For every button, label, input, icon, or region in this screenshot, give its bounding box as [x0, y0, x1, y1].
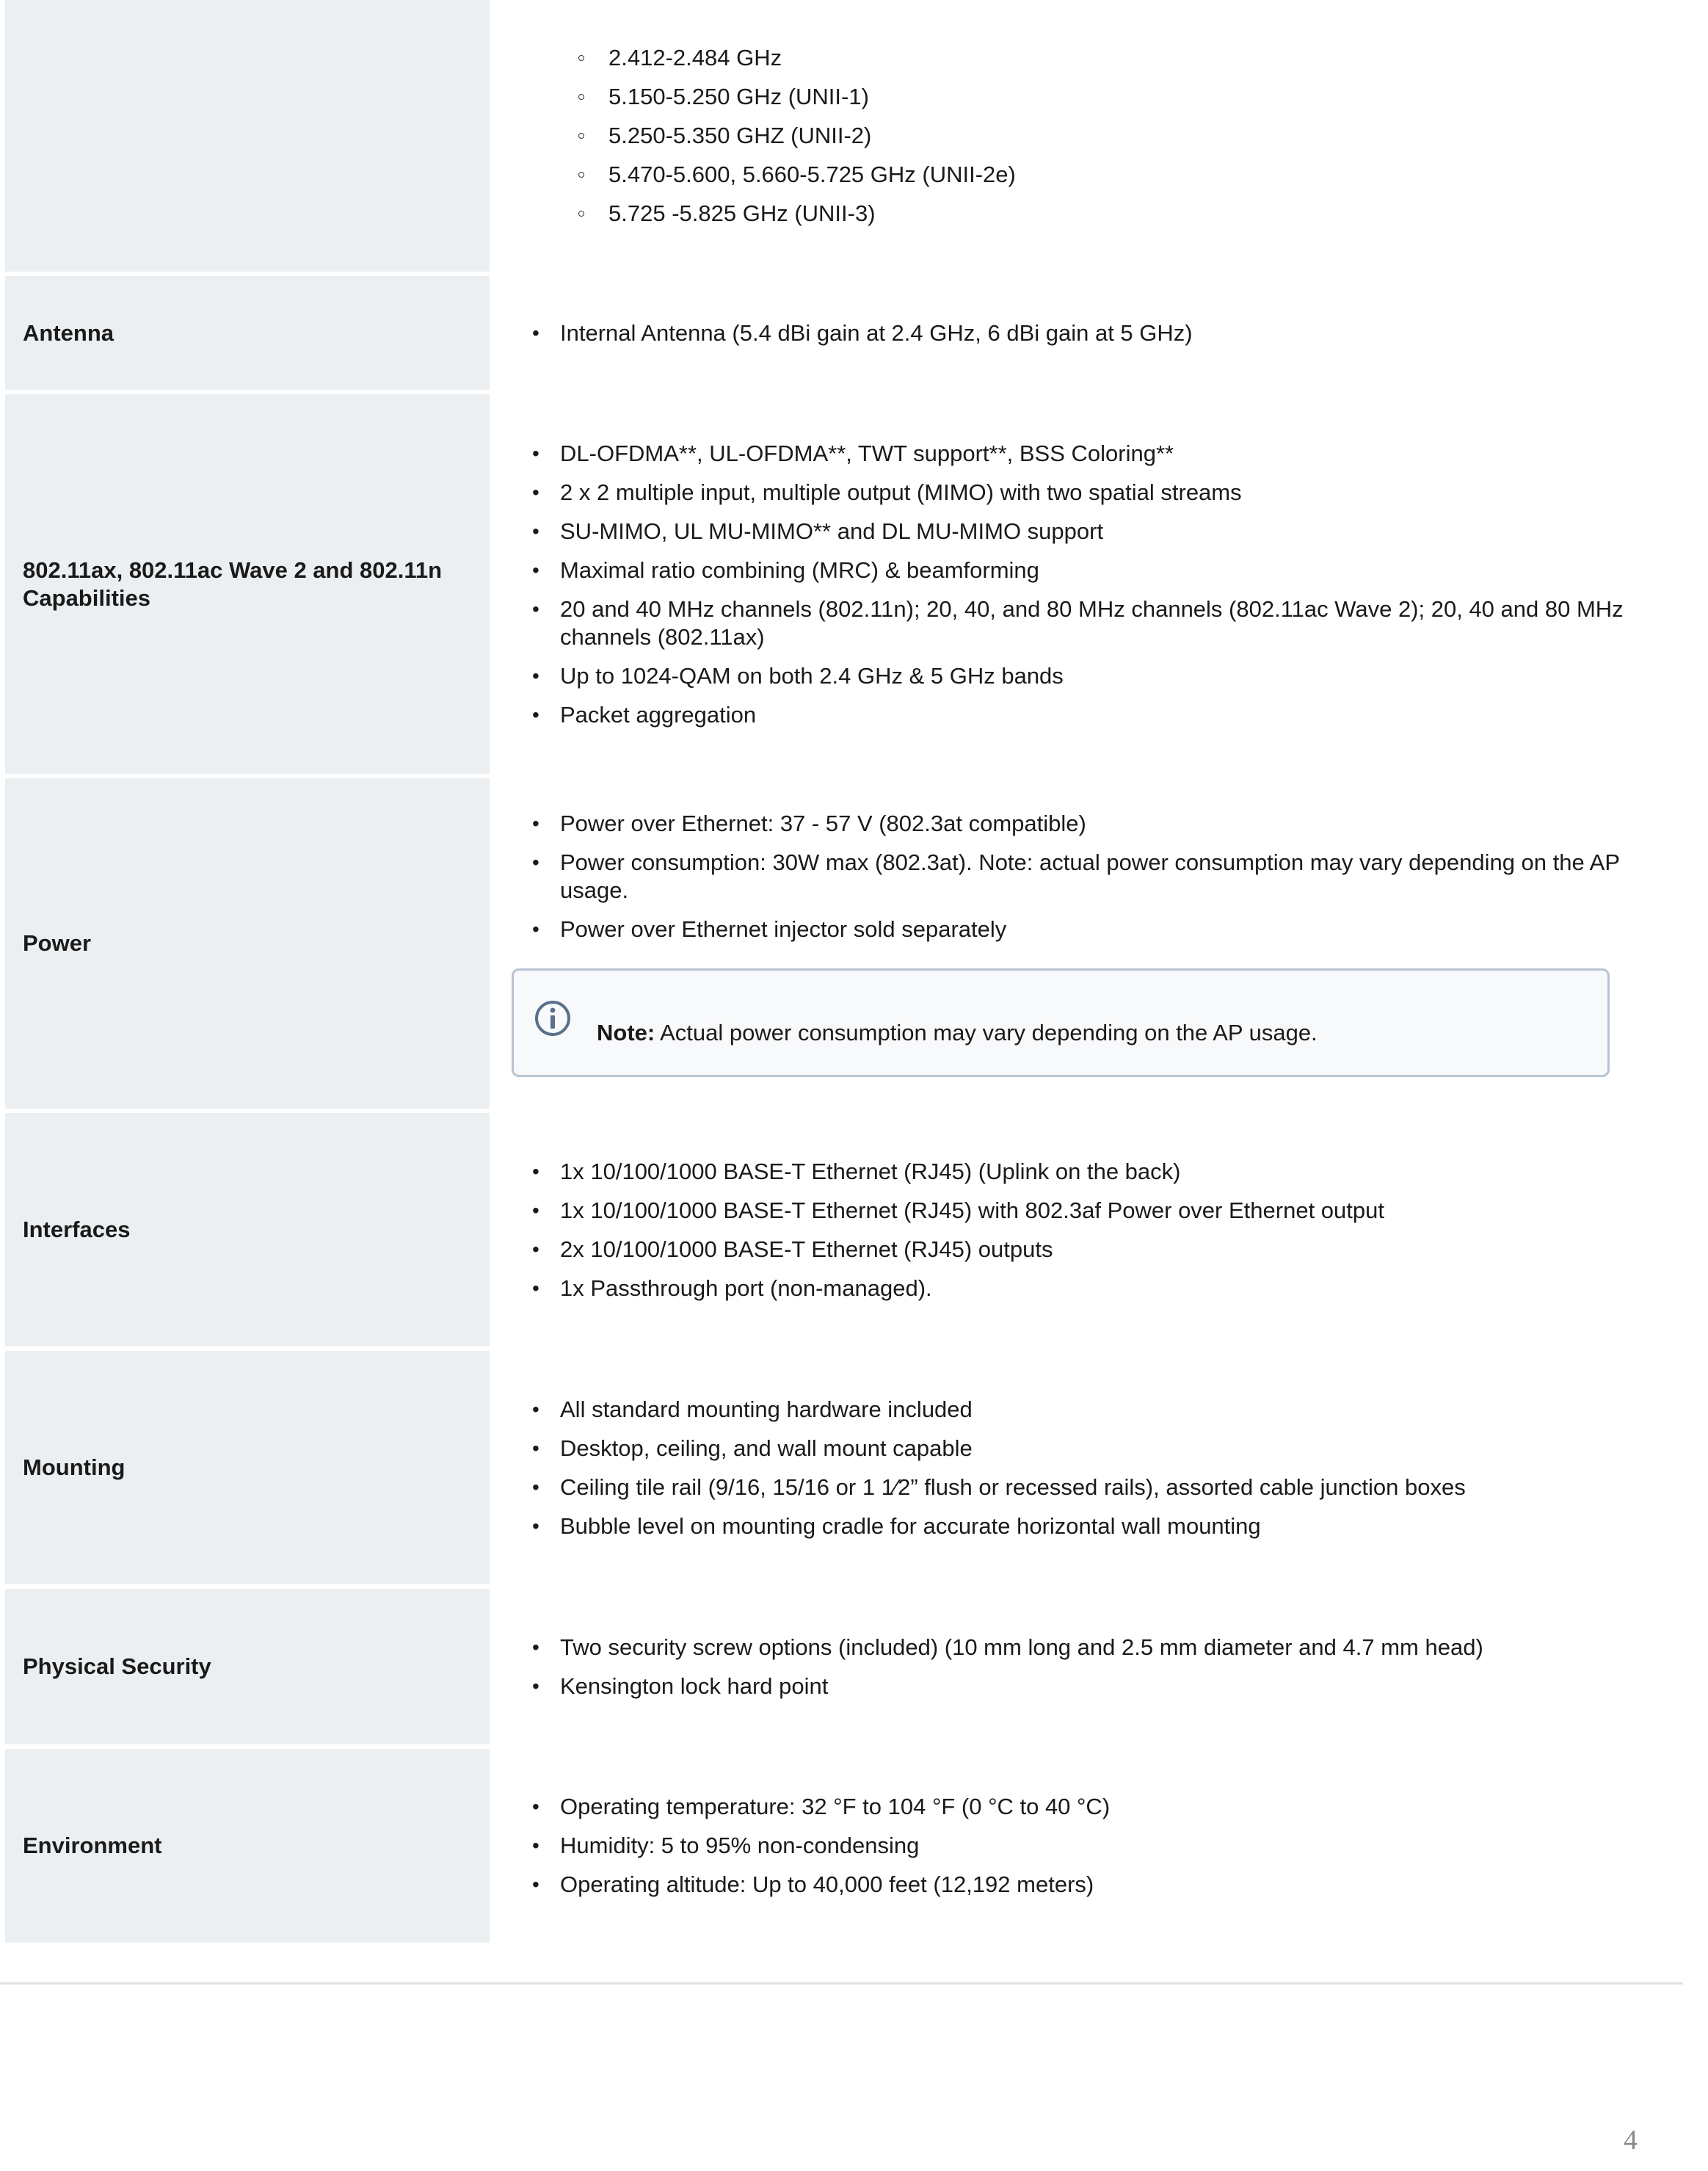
spec-table	[5, 0, 1683, 1943]
list-item: • DL-OFDMA**, UL-OFDMA**, TWT support**, BSS Coloring**	[526, 440, 1646, 468]
row-antenna	[5, 272, 1683, 390]
power-note-text	[597, 1019, 1318, 1047]
list-item: • Operating temperature: 32 °F to 104 °F (0 °C to 40 °C)	[526, 1793, 1646, 1821]
footer-divider	[0, 1982, 1683, 1985]
interfaces-list	[526, 1158, 1683, 1302]
list-item: 5.250-5.350 GHZ (UNII-2)	[573, 122, 1683, 150]
row-interfaces	[5, 1109, 1683, 1347]
power-note-box	[512, 968, 1610, 1077]
environment-list	[526, 1793, 1683, 1899]
frequency-label-cell	[5, 0, 490, 272]
environment-label: Environment	[5, 1744, 490, 1943]
list-item: • Power over Ethernet: 37 - 57 V (802.3at compatible)	[526, 810, 1646, 838]
frequency-value-cell	[490, 0, 1683, 272]
list-item: • Internal Antenna (5.4 dBi gain at 2.4 GHz, 6 dBi gain at 5 GHz)	[526, 319, 1646, 347]
capabilities-label: 802.11ax, 802.11ac Wave 2 and 802.11n Capabilities	[5, 390, 490, 774]
list-item: • Two security screw options (included) (10 mm long and 2.5 mm diameter and 4.7 mm head)	[526, 1634, 1646, 1661]
list-item: • 20 and 40 MHz channels (802.11n); 20, 40, and 80 MHz channels (802.11ac Wave 2); 20, 40 and 80 MHz channels (802.11ax)	[526, 595, 1646, 651]
antenna-value-cell	[490, 272, 1683, 390]
row-frequency-bands	[5, 0, 1683, 272]
list-item: • Humidity: 5 to 95% non-condensing	[526, 1832, 1646, 1860]
antenna-list	[526, 319, 1683, 347]
row-power	[5, 774, 1683, 1109]
mounting-value-cell	[490, 1347, 1683, 1584]
list-item: 5.150-5.250 GHz (UNII-1)	[573, 83, 1683, 111]
mounting-list	[526, 1396, 1683, 1540]
frequency-band-list	[526, 44, 1683, 228]
info-icon	[534, 999, 572, 1037]
power-label: Power	[5, 774, 490, 1109]
power-value-cell	[490, 774, 1683, 1109]
row-physical-security	[5, 1584, 1683, 1744]
list-item: 2.412-2.484 GHz	[573, 44, 1683, 72]
row-mounting	[5, 1347, 1683, 1584]
list-item: • All standard mounting hardware included	[526, 1396, 1646, 1424]
list-item: • 1x Passthrough port (non-managed).	[526, 1275, 1646, 1302]
list-item: • 1x 10/100/1000 BASE-T Ethernet (RJ45) with 802.3af Power over Ethernet output	[526, 1197, 1646, 1225]
interfaces-value-cell	[490, 1109, 1683, 1347]
note-body: Actual power consumption may vary depending on the AP usage.	[655, 1020, 1318, 1045]
list-item: • 1x 10/100/1000 BASE-T Ethernet (RJ45) (Uplink on the back)	[526, 1158, 1646, 1186]
list-item: • Operating altitude: Up to 40,000 feet (12,192 meters)	[526, 1871, 1646, 1899]
capabilities-list	[526, 440, 1683, 729]
physical-security-label: Physical Security	[5, 1584, 490, 1744]
row-capabilities	[5, 390, 1683, 774]
list-item: 5.470-5.600, 5.660-5.725 GHz (UNII-2e)	[573, 161, 1683, 189]
row-environment	[5, 1744, 1683, 1943]
list-item: • Packet aggregation	[526, 701, 1646, 729]
antenna-label: Antenna	[5, 272, 490, 390]
physical-security-list	[526, 1634, 1683, 1700]
mounting-label: Mounting	[5, 1347, 490, 1584]
power-list	[526, 810, 1683, 943]
list-item: • 2x 10/100/1000 BASE-T Ethernet (RJ45) outputs	[526, 1236, 1646, 1264]
list-item: • Kensington lock hard point	[526, 1672, 1646, 1700]
list-item: • Bubble level on mounting cradle for accurate horizontal wall mounting	[526, 1512, 1646, 1540]
capabilities-value-cell	[490, 390, 1683, 774]
page-number: 4	[1624, 2125, 1638, 2156]
list-item: • SU-MIMO, UL MU-MIMO** and DL MU-MIMO support	[526, 518, 1646, 546]
list-item: • Maximal ratio combining (MRC) & beamforming	[526, 557, 1646, 584]
list-item: • Desktop, ceiling, and wall mount capable	[526, 1435, 1646, 1463]
list-item: • Up to 1024-QAM on both 2.4 GHz & 5 GHz bands	[526, 662, 1646, 690]
physical-security-value-cell	[490, 1584, 1683, 1744]
interfaces-label: Interfaces	[5, 1109, 490, 1347]
list-item: • 2 x 2 multiple input, multiple output (MIMO) with two spatial streams	[526, 479, 1646, 507]
list-item: • Power consumption: 30W max (802.3at). Note: actual power consumption may vary depending on the AP usage.	[526, 849, 1646, 905]
environment-value-cell	[490, 1744, 1683, 1943]
note-label: Note:	[597, 1020, 655, 1045]
list-item: • Power over Ethernet injector sold separately	[526, 916, 1646, 943]
list-item: • Ceiling tile rail (9/16, 15/16 or 1 1⁄2” flush or recessed rails), assorted cable junction boxes	[526, 1474, 1646, 1501]
list-item: 5.725 -5.825 GHz (UNII-3)	[573, 200, 1683, 228]
